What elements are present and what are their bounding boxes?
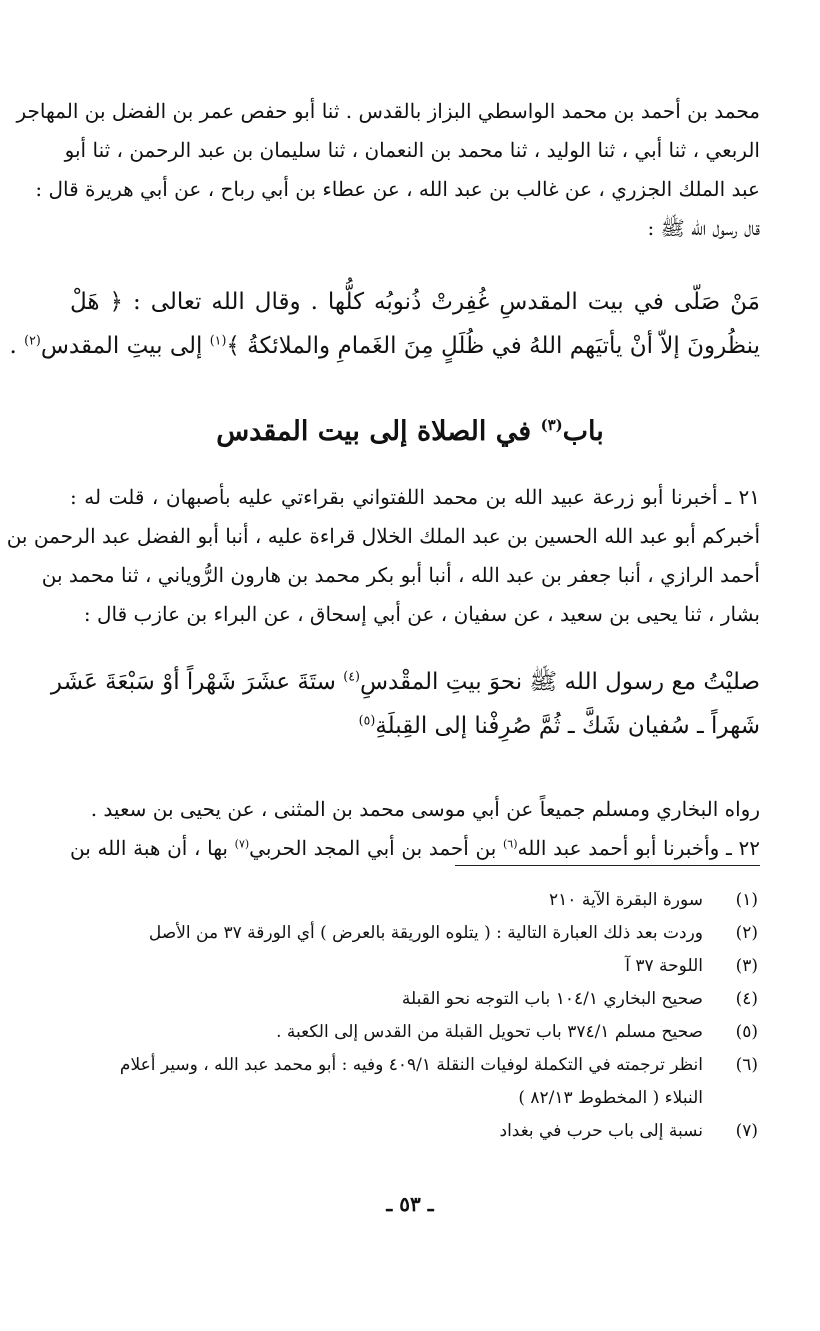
hadith-line-part: شَهراً ـ سُفيان شَكَّ ـ ثُمَّ صُرِفْنا إلى القِبلَةِ — [375, 713, 760, 739]
footnote-number: (٧) — [735, 1121, 758, 1141]
footnote-ref: (٤) — [343, 668, 360, 684]
footnote-number: (٦) — [735, 1055, 758, 1075]
footnote-number: (٤) — [735, 989, 758, 1009]
hadith-text-2 — [50, 660, 760, 748]
text-line-part: بن أحمد بن أبي المجد الحربي — [249, 836, 503, 860]
footnote-number: (١) — [735, 890, 758, 910]
footnote — [80, 983, 758, 1016]
text-line-part: ٢٢ ـ وأخبرنا أبو أحمد عبد الله — [517, 836, 761, 860]
hadith-line-part: صليْتُ مع رسول الله ﷺ نحوَ بيتِ المقْدسِ — [359, 669, 760, 695]
footnote-text: صحيح البخاري ١٠٤/١ باب التوجه نحو القبلة — [401, 989, 703, 1009]
text-line: بشار ، ثنا يحيى بن سعيد ، عن سفيان ، عن أبي إسحاق ، عن البراء بن عازب قال : — [83, 602, 760, 626]
footnote — [80, 950, 758, 983]
hadith-line-part: . — [9, 333, 25, 359]
footnote-ref: (١) — [209, 332, 227, 348]
text-line: أخبركم أبو عبد الله الحسين بن عبد الملك الخلال قراءة عليه ، أنبا أبو الفضل عبد الرحمن بن — [6, 524, 760, 548]
footnote-number: (٢) — [735, 923, 758, 943]
footnote-separator — [455, 865, 760, 866]
hadith-text-1 — [9, 280, 760, 368]
footnote-ref: (٦) — [502, 837, 518, 851]
hadith-line — [70, 704, 760, 748]
text-line: أحمد الرازي ، أنبا جعفر بن عبد الله ، أنبا أبو بكر محمد بن هارون الرُّوياني ، ثنا محمد بن — [41, 563, 760, 587]
isnad-paragraph-2 — [6, 478, 760, 634]
text-line — [70, 829, 760, 868]
isnad-paragraph-3 — [70, 790, 760, 868]
hadith-line-part: إلى بيتِ المقدس — [40, 333, 210, 359]
text-line-part: بها ، أن هبة الله بن — [70, 836, 235, 860]
chapter-heading — [0, 410, 820, 454]
hadith-line-part: ينظُرونَ إلاّ أنْ يأتيَهم اللهُ في ظُلَلٍ مِنَ الغَمامِ والملائكةُ ﴾ — [226, 333, 760, 359]
text-line: الربعي ، ثنا أبي ، ثنا الوليد ، ثنا محمد بن النعمان ، ثنا سليمان بن عبد الرحمن ، ثنا أبو — [64, 138, 760, 162]
footnote-ref: (٥) — [358, 712, 376, 728]
footnote-text: انظر ترجمته في التكملة لوفيات النقلة ٤٠٩/١ وفيه : أبو محمد عبد الله ، وسير أعلام النبلاء ( المخطوط ٨٢/١٣ ) — [119, 1055, 703, 1108]
footnote — [80, 917, 758, 950]
heading-word: باب — [562, 416, 604, 447]
footnote-number: (٥) — [735, 1022, 758, 1042]
footnote — [80, 884, 758, 917]
text-line: ٢١ ـ أخبرنا أبو زرعة عبيد الله بن محمد اللفتواني بقراءتي عليه بأصبهان ، قلت له : — [70, 485, 760, 509]
footnote-ref: (٢) — [24, 332, 41, 348]
hadith-line-part: ستَةَ عشَرَ شَهْراً أوْ سَبْعَةَ عَشَر — [50, 669, 344, 695]
hadith-line — [50, 660, 760, 704]
footnote-number: (٣) — [735, 956, 758, 976]
footnote-ref: (٧) — [234, 837, 250, 851]
footnote-text: اللوحة ٣٧ آ — [625, 956, 703, 976]
hadith-line — [9, 324, 760, 368]
hadith-line: مَنْ صَلّى في بيت المقدسِ غُفِرتْ ذُنوبُه كلُّها . وقال الله تعالى : ﴿ هَلْ — [70, 289, 760, 315]
footnote-text: سورة البقرة الآية ٢١٠ — [549, 890, 703, 910]
text-line: رواه البخاري ومسلم جميعاً عن أبي موسى محمد بن المثنى ، عن يحيى بن سعيد . — [90, 797, 760, 821]
text-line: عبد الملك الجزري ، عن غالب بن عبد الله ، عن عطاء بن أبي رباح ، عن أبي هريرة قال : — [35, 177, 760, 201]
footnotes — [80, 884, 758, 1148]
footnote — [80, 1016, 758, 1049]
footnote — [80, 1049, 758, 1115]
footnote — [80, 1115, 758, 1148]
isnad-paragraph-1 — [16, 92, 760, 248]
footnote-ref: (٣) — [540, 416, 563, 434]
page-number: ـ ٥٣ ـ — [386, 1192, 434, 1216]
heading-title: في الصلاة إلى بيت المقدس — [216, 416, 541, 447]
footnote-text: نسبة إلى باب حرب في بغداد — [499, 1121, 703, 1141]
footnote-text: وردت بعد ذلك العبارة التالية : ( يتلوه الوريقة بالعرض ) أي الورقة ٣٧ من الأصل — [148, 923, 703, 943]
text-line: قال رسول الله ﷺ : — [647, 216, 760, 240]
text-line: محمد بن أحمد بن محمد الواسطي البزاز بالقدس . ثنا أبو حفص عمر بن الفضل بن المهاجر — [16, 99, 760, 123]
footnote-text: صحيح مسلم ٣٧٤/١ باب تحويل القبلة من القدس إلى الكعبة . — [276, 1022, 703, 1042]
